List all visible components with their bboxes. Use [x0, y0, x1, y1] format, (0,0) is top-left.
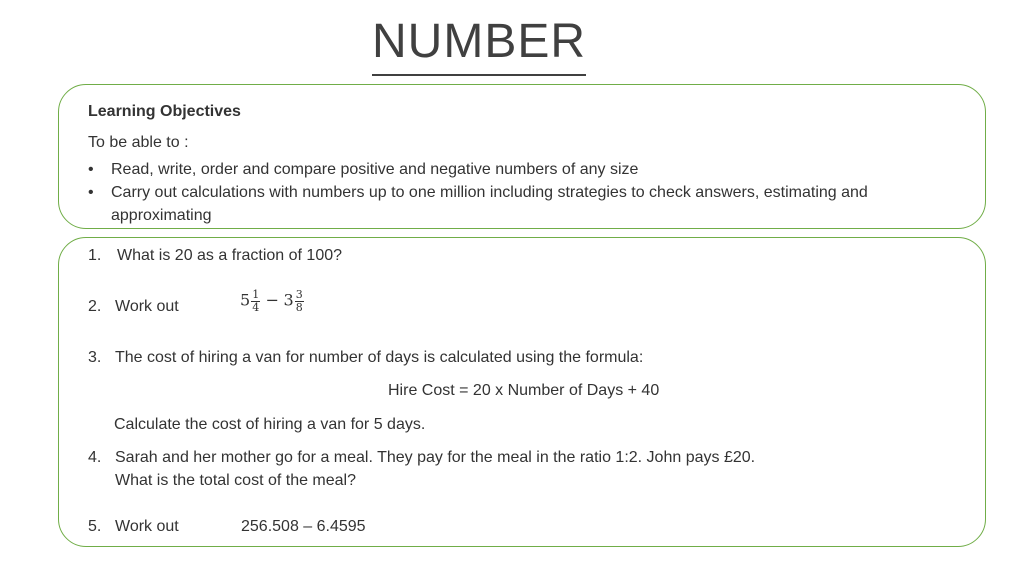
mixed-number-expression	[240, 289, 305, 314]
objective-item: Carry out calculations with numbers up to one million including strategies to check answers, estimating and	[111, 184, 868, 201]
question-4-text-continued: What is the total cost of the meal?	[115, 472, 357, 489]
denominator: 4	[252, 301, 260, 314]
question-number: 1.	[88, 247, 102, 264]
minus-operator: −	[265, 290, 280, 310]
denominator: 8	[295, 301, 303, 314]
question-5-expression: 256.508 – 6.4595	[241, 518, 366, 535]
question-2-text: Work out	[115, 298, 179, 315]
hire-cost-formula: Hire Cost = 20 x Number of Days + 40	[388, 382, 660, 399]
question-4-text: Sarah and her mother go for a meal. They pay for the meal in the ratio 1:2. John pays £20.	[115, 449, 756, 466]
numerator: 3	[295, 288, 303, 301]
bullet-marker: •	[88, 161, 94, 178]
fraction	[295, 289, 304, 314]
fraction	[251, 289, 260, 314]
whole-number: 3	[283, 290, 294, 310]
objective-item-continued: approximating	[111, 207, 212, 224]
question-number: 3.	[88, 349, 102, 366]
slide-title: NUMBER	[372, 12, 586, 76]
question-3-followup: Calculate the cost of hiring a van for 5 days.	[114, 416, 426, 433]
objectives-intro: To be able to :	[88, 134, 189, 151]
question-1-text: What is 20 as a fraction of 100?	[117, 247, 343, 264]
question-3-text: The cost of hiring a van for number of days is calculated using the formula:	[115, 349, 644, 366]
objective-item: Read, write, order and compare positive and negative numbers of any size	[111, 161, 639, 178]
question-number: 5.	[88, 518, 102, 535]
objectives-heading: Learning Objectives	[88, 103, 241, 120]
question-5-text: Work out	[115, 518, 179, 535]
numerator: 1	[252, 288, 260, 301]
question-number: 2.	[88, 298, 102, 315]
whole-number: 5	[240, 290, 251, 310]
bullet-marker: •	[88, 184, 94, 201]
question-number: 4.	[88, 449, 102, 466]
